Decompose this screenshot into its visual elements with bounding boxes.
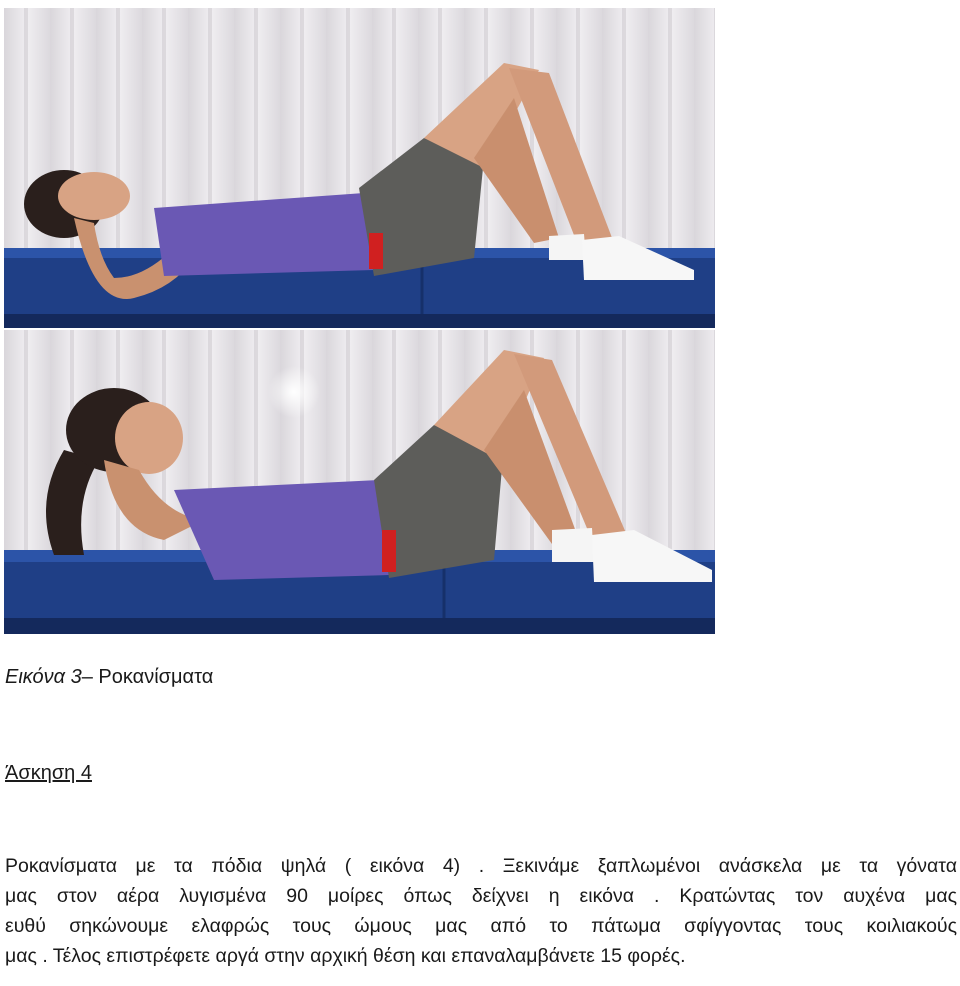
paragraph-line: μας . Τέλος επιστρέφετε αργά στην αρχική θέση και επαναλαμβάνετε 15 φορές. bbox=[5, 945, 686, 967]
section-heading: Άσκηση 4 bbox=[5, 762, 92, 784]
section-paragraph bbox=[5, 851, 957, 971]
exercise-photo-start-position bbox=[4, 8, 715, 328]
figure-caption bbox=[5, 664, 213, 690]
exercise-photo-crunch-position bbox=[4, 330, 715, 634]
figure-caption-text: – Ροκανίσματα bbox=[81, 666, 214, 688]
figure-caption-label: Εικόνα 3 bbox=[5, 666, 82, 688]
paragraph-line: Ροκανίσματα με τα πόδια ψηλά ( εικόνα 4) . Ξεκινάμε ξαπλωμένοι ανάσκελα με τα γόνατα bbox=[5, 855, 957, 877]
paragraph-line: ευθύ σηκώνουμε ελαφρώς τους ώμους μας από το πάτωμα σφίγγοντας τους κοιλιακούς bbox=[5, 915, 957, 937]
paragraph-line: μας στον αέρα λυγισμένα 90 μοίρες όπως δείχνει η εικόνα . Κρατώντας τον αυχένα μας bbox=[5, 885, 957, 907]
photo-start-position-image bbox=[4, 8, 715, 328]
photo-crunch-position-image bbox=[4, 330, 715, 634]
